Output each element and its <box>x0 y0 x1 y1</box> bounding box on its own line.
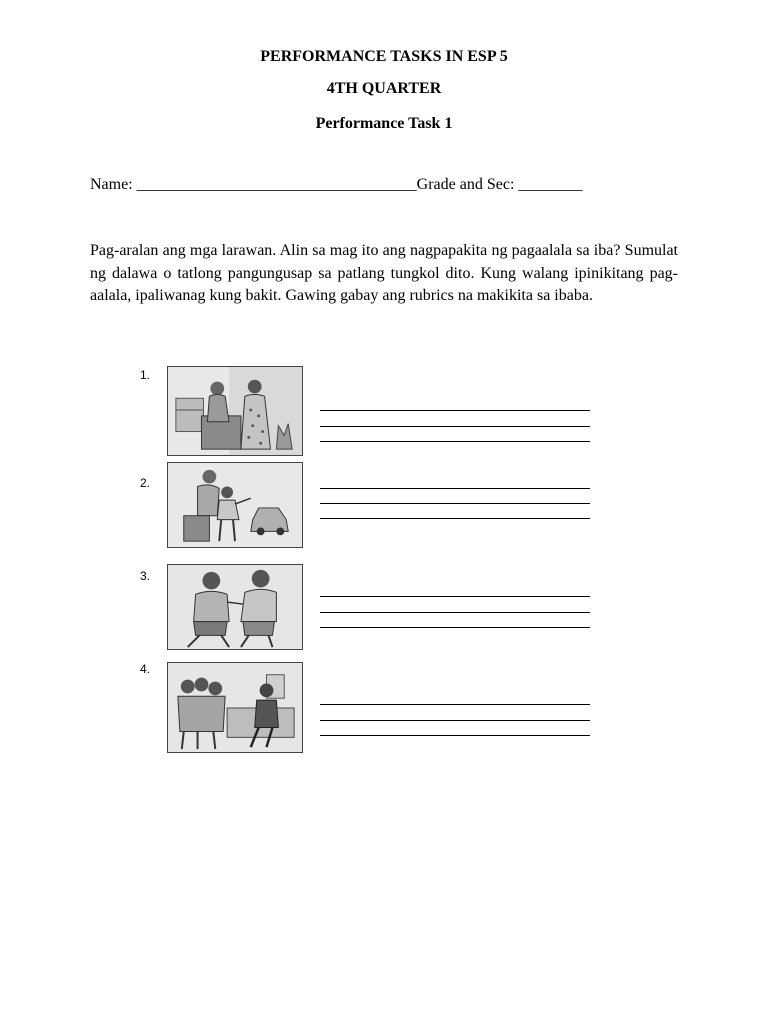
item-number-4: 4. <box>140 662 151 676</box>
answer-line[interactable] <box>320 441 590 442</box>
document-title: PERFORMANCE TASKS IN ESP 5 <box>260 48 508 65</box>
answer-line[interactable] <box>320 426 590 427</box>
answer-line[interactable] <box>320 596 590 597</box>
task-heading: Performance Task 1 <box>315 115 453 132</box>
answer-line[interactable] <box>320 518 590 519</box>
picture-3 <box>167 564 303 650</box>
picture-1 <box>167 366 303 456</box>
quarter-heading: 4TH QUARTER <box>326 80 442 97</box>
answer-line[interactable] <box>320 612 590 613</box>
name-grade-section-line: Name: ___________________________________Grade and Sec: ________ <box>90 176 583 193</box>
answer-line[interactable] <box>320 704 590 705</box>
answer-line[interactable] <box>320 503 590 504</box>
item-number-3: 3. <box>140 569 151 583</box>
picture-4 <box>167 662 303 753</box>
instructions-paragraph: Pag-aralan ang mga larawan. Alin sa mag ito ang nagpapakita ng pagaalala sa iba? Sumulat ng dalawa o tatlong pangungusap sa patlang tungkol dito. Kung walang ipinikitang pag-aalala, ipaliwanag kung bakit. Gawing gabay ang rubrics na makikita sa ibaba. <box>90 242 678 304</box>
item-number-1: 1. <box>140 368 151 382</box>
picture-2 <box>167 462 303 548</box>
answer-line[interactable] <box>320 410 590 411</box>
item-number-2: 2. <box>140 476 151 490</box>
answer-line[interactable] <box>320 627 590 628</box>
answer-line[interactable] <box>320 488 590 489</box>
answer-line[interactable] <box>320 735 590 736</box>
answer-line[interactable] <box>320 720 590 721</box>
